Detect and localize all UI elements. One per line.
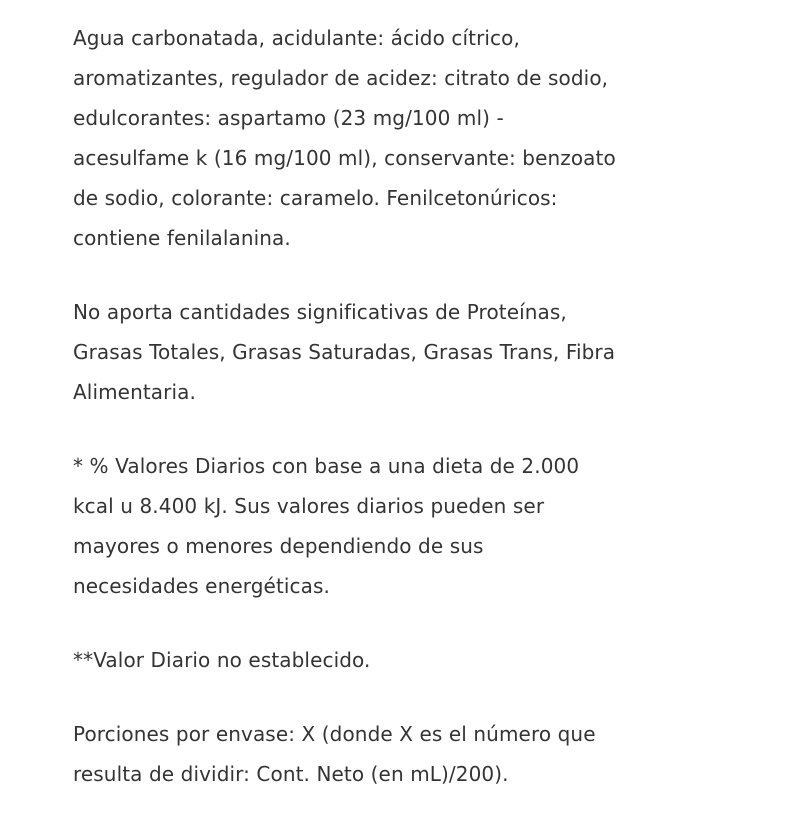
ingredients-paragraph	[73, 18, 763, 258]
text-line: **Valor Diario no establecido.	[73, 648, 371, 672]
text-line: Agua carbonatada, acidulante: ácido cítrico,	[73, 26, 520, 50]
no-significant-amounts-paragraph	[73, 292, 763, 412]
daily-values-note-paragraph	[73, 446, 763, 606]
nutrition-label-text	[73, 18, 763, 828]
text-line: kcal u 8.400 kJ. Sus valores diarios pueden ser	[73, 494, 545, 518]
text-line: Porciones por envase: X (donde X es el número que	[73, 722, 596, 746]
text-line: * % Valores Diarios con base a una dieta de 2.000	[73, 454, 580, 478]
text-line: mayores o menores dependiendo de sus	[73, 534, 484, 558]
text-line: aromatizantes, regulador de acidez: citrato de sodio,	[73, 66, 609, 90]
text-line: acesulfame k (16 mg/100 ml), conservante: benzoato	[73, 146, 616, 170]
text-line: de sodio, colorante: caramelo. Fenilcetonúricos:	[73, 186, 558, 210]
text-line: edulcorantes: aspartamo (23 mg/100 ml) -	[73, 106, 504, 130]
servings-per-container-paragraph	[73, 714, 763, 794]
text-line: No aporta cantidades significativas de Proteínas,	[73, 300, 567, 324]
text-line: Alimentaria.	[73, 380, 196, 404]
text-line: resulta de dividir: Cont. Neto (en mL)/200).	[73, 762, 509, 786]
daily-value-not-established-paragraph	[73, 640, 763, 680]
text-line: Grasas Totales, Grasas Saturadas, Grasas Trans, Fibra	[73, 340, 616, 364]
text-line: necesidades energéticas.	[73, 574, 330, 598]
text-line: contiene fenilalanina.	[73, 226, 291, 250]
